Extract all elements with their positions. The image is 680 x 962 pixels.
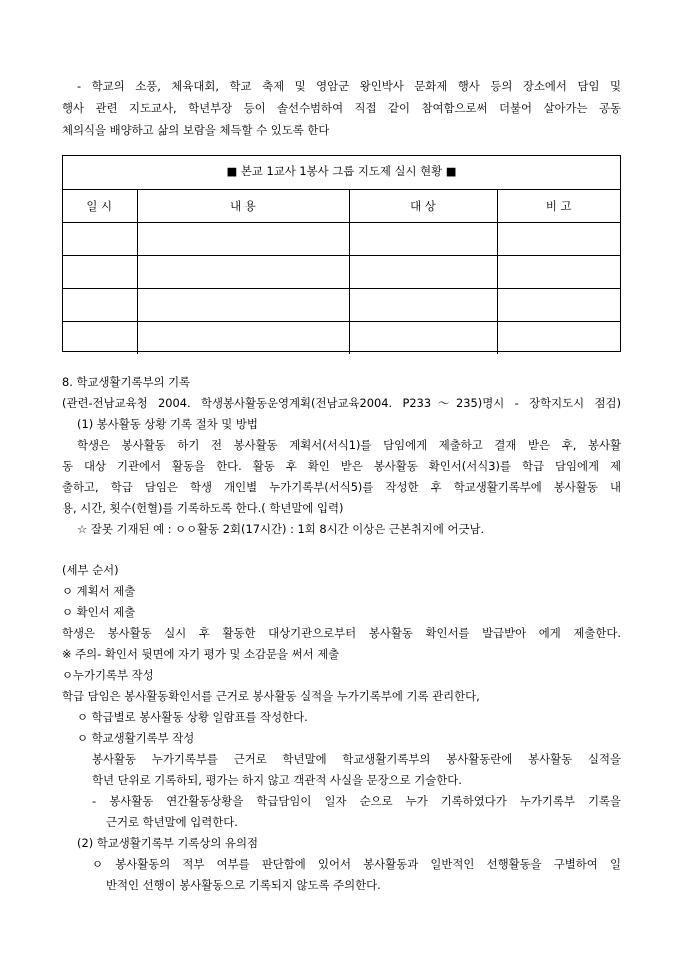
section-reference: (관련-전남교육청 2004. 학생봉사활동운영계획(전남교육2004. P233～235)명시 - 장학지도시 점검) <box>62 396 621 410</box>
table-cell <box>62 289 137 322</box>
para1-line-3: 출하고, 학급 담임은 학생 개인별 누가기록부(서식5)를 작성한 후 학교생활기록부에 봉사활동 내 <box>62 480 621 494</box>
step-confirm-desc: 학생은 봉사활동 실시 후 활동한 대상기관으로부터 봉사활동 확인서를 발급받아 에게 제출한다. <box>62 626 621 640</box>
subsection-2-heading: (2) 학교생활기록부 기록상의 유의점 <box>77 836 259 850</box>
step-class-list: ㅇ 학급별로 봉사활동 상황 일람표를 작성한다. <box>77 710 308 724</box>
table-row <box>62 289 620 322</box>
wrong-example-note: ☆ 잘못 기재된 예 : ㅇㅇ활동 2회(17시간) : 1회 8시간 이상은 근본취지에 어긋남. <box>77 522 485 536</box>
school-record-note-line-1: - 봉사활동 연간활동상황을 학급담임이 일자 순으로 누가 기록하였다가 누가기록부 기록을 <box>92 794 621 808</box>
step-plan-submit: ㅇ 계획서 제출 <box>62 584 136 598</box>
school-record-desc-line-2: 학년 단위로 기록하되, 평가는 하지 않고 객관적 사실을 문장으로 기술한다. <box>92 773 462 787</box>
table-cell <box>349 322 497 355</box>
table-cell <box>62 322 137 355</box>
table-cell <box>497 223 620 256</box>
step-school-record: ㅇ 학교생활기록부 작성 <box>77 731 195 745</box>
caution-note: ※ 주의- 확인서 뒷면에 자기 평가 및 소감문을 써서 제출 <box>62 647 340 661</box>
volunteer-status-table-box <box>62 155 621 352</box>
caution-line-2: 반적인 선행이 봉사활동으로 기록되지 않도록 주의한다. <box>106 878 381 892</box>
para1-line-2: 동 대상 기관에서 활동을 한다. 활동 후 확인 받은 봉사활동 확인서(서식3)를 학급 담임에게 제 <box>62 459 621 473</box>
order-heading: (세부 순서) <box>62 563 119 577</box>
table-cell <box>137 289 349 322</box>
header-target: 대 상 <box>349 190 497 223</box>
table-cell <box>62 223 137 256</box>
table-cell <box>62 256 137 289</box>
table-cell <box>497 289 620 322</box>
para1-line-4: 용, 시간, 횟수(헌혈)를 기록하도록 한다.( 학년말에 입력) <box>62 501 344 515</box>
volunteer-status-table <box>62 189 620 354</box>
intro-line-1: - 학교의 소풍, 체육대회, 학교 축제 및 영암군 왕인박사 문화제 행사 등의 장소에서 담임 및 <box>77 79 621 93</box>
step-confirm-submit: ㅇ 확인서 제출 <box>62 605 136 619</box>
header-content: 내 용 <box>137 190 349 223</box>
intro-line-3: 체의식을 배양하고 삶의 보람을 체득할 수 있도록 한다 <box>62 123 330 137</box>
table-cell <box>137 223 349 256</box>
table-cell <box>349 256 497 289</box>
table-cell <box>137 322 349 355</box>
table-row <box>62 322 620 355</box>
caution-line-1: ㅇ 봉사활동의 적부 여부를 판단함에 있어서 봉사활동과 일반적인 선행활동을 구별하여 일 <box>92 857 621 871</box>
school-record-note-line-2: 근거로 학년말에 입력한다. <box>106 815 238 829</box>
subsection-1-heading: (1) 봉사활동 상황 기록 절차 및 방법 <box>77 417 258 431</box>
table-row <box>62 223 620 256</box>
step-record-book: ㅇ누가기록부 작성 <box>62 668 154 682</box>
table-title: ■ 본교 1교사 1봉사 그룹 지도제 실시 현황 ■ <box>226 164 457 178</box>
section-heading: 8. 학교생활기록부의 기록 <box>62 375 191 389</box>
para1-line-1: 학생은 봉사활동 하기 전 봉사활동 계획서(서식1)를 담임에게 제출하고 결재 받은 후, 봉사활 <box>77 438 621 452</box>
intro-line-2: 행사 관련 지도교사, 학년부장 등이 솔선수범하여 직접 같이 참여함으로써 더불어 살아가는 공동 <box>62 101 621 115</box>
table-cell <box>349 223 497 256</box>
step-record-book-desc: 학급 담임은 봉사활동확인서를 근거로 봉사활동 실적을 누가기록부에 기록 관리한다, <box>62 689 480 703</box>
table-cell <box>137 256 349 289</box>
table-cell <box>349 289 497 322</box>
header-remarks: 비 고 <box>497 190 620 223</box>
header-date: 일 시 <box>62 190 137 223</box>
school-record-desc-line-1: 봉사활동 누가기록부를 근거로 학년말에 학교생활기록부의 봉사활동란에 봉사활동 실적을 <box>92 752 621 766</box>
table-cell <box>497 256 620 289</box>
table-row <box>62 256 620 289</box>
table-header-row <box>62 190 620 223</box>
table-cell <box>497 322 620 355</box>
